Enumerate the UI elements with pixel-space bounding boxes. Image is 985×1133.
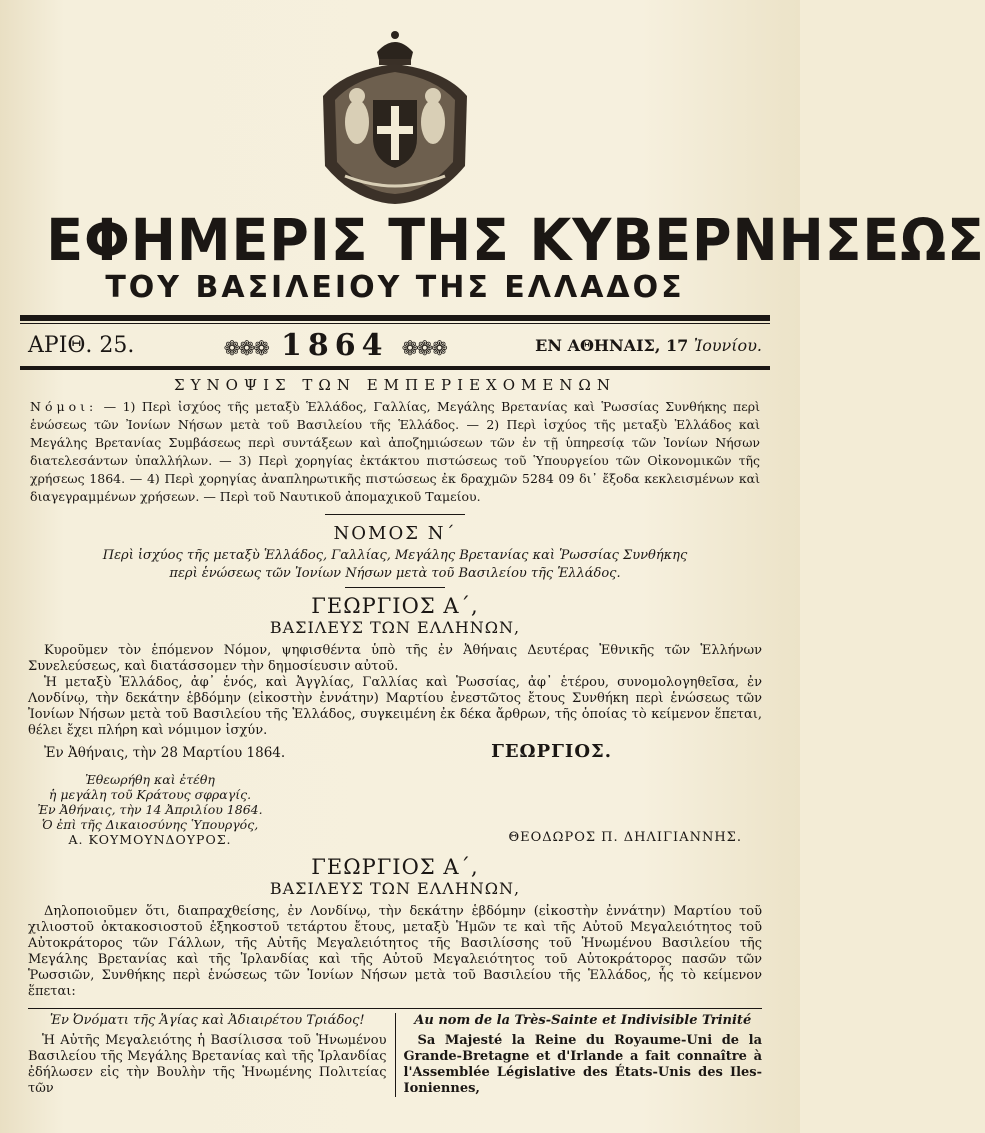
divider xyxy=(325,514,465,515)
contents-label: Νόμοι: xyxy=(30,399,98,414)
divider xyxy=(28,1008,762,1009)
decree-date: Ἐν Ἀθήναις, τὴν 28 Μαρτίου 1864. xyxy=(44,745,286,761)
french-text: Sa Majesté la Reine du Royaume-Uni de la Grande-Bretagne et d'Irlande a fait connaître à l'Assemblée Législative des États-Unis des Iles-Ioniennes, xyxy=(403,1033,762,1096)
law-subtitle-line: περὶ ἑνώσεως τῶν Ἰονίων Νήσων μετὰ τοῦ Βασιλείου τῆς Ἑλλάδος. xyxy=(169,566,621,581)
law-subtitle xyxy=(20,547,770,583)
signature-row xyxy=(44,741,762,762)
seal-line: Ἐν Ἀθήναις, τὴν 14 Ἀπριλίου 1864. xyxy=(37,802,263,817)
king-heading: ΓΕΩΡΓΙΟΣ Α΄, xyxy=(311,855,479,879)
divider xyxy=(20,315,770,321)
ornament-icon: ❁❁❁ xyxy=(401,335,446,360)
seal-block xyxy=(20,772,762,847)
contents-summary xyxy=(30,398,760,506)
greek-column xyxy=(28,1013,396,1097)
law-title: ΝΟΜΟΣ Ν΄ xyxy=(333,523,457,544)
dateline xyxy=(20,324,770,366)
contents-heading: ΣΥΝΟΨΙΣ ΤΩΝ ΕΜΠΕΡΙΕΧΟΜΕΝΩΝ xyxy=(174,376,616,394)
divider xyxy=(345,587,445,588)
french-column xyxy=(396,1013,763,1097)
seal-line: Ὁ ἐπὶ τῆς Δικαιοσύνης Ὑπουργός, xyxy=(41,817,259,832)
king-heading: ΓΕΩΡΓΙΟΣ Α΄, xyxy=(311,594,479,618)
masthead-title: ΕΦΗΜΕΡΙΣ ΤΗΣ ΚΥΒΕΡΝΗΣΕΩΣ xyxy=(46,206,985,274)
seal-note xyxy=(20,772,280,847)
issue-day: 17 xyxy=(666,335,689,355)
year-block xyxy=(216,328,454,363)
seal-line: ἡ μεγάλη τοῦ Κράτους σφραγίς. xyxy=(48,787,252,802)
french-invocation: Au nom de la Très-Sainte et Indivisible Trinité xyxy=(414,1013,752,1028)
king-title: ΒΑΣΙΛΕΥΣ ΤΩΝ ΕΛΛΗΝΩΝ, xyxy=(269,879,521,898)
issue-number: ΑΡΙΘ. 25. xyxy=(28,332,135,358)
king-signature: ΓΕΩΡΓΙΟΣ. xyxy=(491,741,612,762)
decree-paragraph: Δηλοποιοῦμεν ὅτι, διαπραχθείσης, ἐν Λονδίνῳ, τὴν δεκάτην ἑβδόμην (εἰκοστὴν ἐννάτην) Μαρτίου τοῦ χιλιοστοῦ ὀκτακοσιοστοῦ ἑξηκοστοῦ τετάρτου ἔτους, μεταξὺ Ἡμῶν τε καὶ τῆς Αὐτοῦ Μεγαλειότητος τοῦ Αὐτοκράτορος τῶν Γάλλων, τῆς Αὐτῆς Μεγαλειότητος τῆς Βασιλίσσης τοῦ Ἡνωμένου Βασιλείου τῆς Μεγάλης Βρετανίας καὶ τῆς Ἰρλανδίας καὶ τῆς Αὐτοῦ Μεγαλειότητος τοῦ Αὐτοκράτορος πασῶν τῶν Ῥωσσιῶν, Συνθήκης περὶ ἑνώσεως τῶν Ἰονίων Νήσων μετὰ τοῦ Βασιλείου τῆς Ἑλλάδος, ἧς τὸ κείμενον ἕπεται: xyxy=(28,904,762,999)
king-title: ΒΑΣΙΛΕΥΣ ΤΩΝ ΕΛΛΗΝΩΝ, xyxy=(269,618,521,637)
greek-text: Ἡ Αὐτῆς Μεγαλειότης ἡ Βασίλισσα τοῦ Ἡνωμένου Βασιλείου τῆς Μεγάλης Βρετανίας καὶ τῆς Ἰρλανδίας ἐδήλωσεν εἰς τὴν Βουλὴν τῆς Ἡνωμένης Πολιτείας τῶν xyxy=(28,1033,387,1096)
minister-signature: ΘΕΟΔΩΡΟΣ Π. ΔΗΛΙΓΙΑΝΝΗΣ. xyxy=(508,830,742,845)
law-subtitle-line: Περὶ ἰσχύος τῆς μεταξὺ Ἑλλάδος, Γαλλίας, Μεγάλης Βρετανίας καὶ Ῥωσσίας Συνθήκης xyxy=(102,548,688,563)
coat-of-arms-emblem xyxy=(315,26,475,204)
masthead-subtitle: ΤΟΥ ΒΑΣΙΛΕΙΟΥ ΤΗΣ ΕΛΛΑΔΟΣ xyxy=(105,270,685,305)
decree-paragraph: Κυροῦμεν τὸν ἑπόμενον Νόμον, ψηφισθέντα ὑπὸ τῆς ἐν Ἀθήναις Δευτέρας Ἐθνικῆς τῶν Ἑλλήνων Συνελεύσεως, καὶ διατάσσομεν τὴν δημοσίευσιν αὐτοῦ. xyxy=(28,643,762,674)
justice-minister-name: Α. ΚΟΥΜΟΥΝΔΟΥΡΟΣ. xyxy=(68,832,232,847)
contents-text: — 1) Περὶ ἰσχύος τῆς μεταξὺ Ἑλλάδος, Γαλλίας, Μεγάλης Βρετανίας καὶ Ῥωσσίας Συνθήκης περὶ ἑνώσεως τῶν Ἰονίων Νήσων μετὰ τοῦ Βασιλείου τῆς Ἑλλάδος. — 2) Περὶ ἰσχύος τῆς μεταξὺ Ἑλλάδος καὶ Μεγάλης Βρετανίας Συμβάσεως περὶ συντάξεων καὶ ἀποζημιώσεων τῶν ἐν τῇ ὑπηρεσίᾳ τῶν Ἰονίων Νήσων διατελεσάντων ὑπαλλήλων. — 3) Περὶ χορηγίας ἐκτάκτου πιστώσεως τοῦ Ὑπουργείου τῶν Οἰκονομικῶν τῆς χρήσεως 1864. — 4) Περὶ χορηγίας ἀναπληρωτικῆς πιστώσεως ἐκ δραχμῶν 5284 09 δι᾽ ἔξοδα κεκλεισμένων καὶ διαγεγραμμένων χρήσεων. — Περὶ τοῦ Ναυτικοῦ ἀπομαχικοῦ Ταμείου. xyxy=(30,399,760,504)
decree-paragraph: Ἡ μεταξὺ Ἑλλάδος, ἀφ᾽ ἑνός, καὶ Ἀγγλίας, Γαλλίας καὶ Ῥωσσίας, ἀφ᾽ ἑτέρου, συνομολογηθεῖσα, ἐν Λονδίνῳ, τὴν δεκάτην ἑβδόμην (εἰκοστὴν ἐννάτην) Μαρτίου ἐνεστῶτος ἔτους Συνθήκη περὶ ἑνώσεως τῶν Ἰονίων Νήσων μετὰ τοῦ Βασιλείου τῆς Ἑλλάδος, συγκειμένη ἐκ δέκα ἄρθρων, τῆς ὁποίας τὸ κείμενον ἕπεται, θέλει ἔχει πλήρη καὶ νόμιμον ἰσχύν. xyxy=(28,675,762,738)
issue-place-date xyxy=(535,336,762,355)
divider xyxy=(20,366,770,370)
treaty-columns xyxy=(28,1013,762,1097)
greek-invocation: Ἐν Ὀνόματι τῆς Ἁγίας καὶ Ἀδιαιρέτου Τριάδος! xyxy=(49,1013,365,1028)
ornament-icon: ❁❁❁ xyxy=(223,335,268,360)
issue-year: 1864 xyxy=(281,327,389,363)
issue-place: ΕΝ ΑΘΗΝΑΙΣ, xyxy=(535,335,661,355)
seal-line: Ἐθεωρήθη καὶ ἐτέθη xyxy=(85,772,215,787)
issue-month: Ἰουνίου. xyxy=(693,335,762,355)
